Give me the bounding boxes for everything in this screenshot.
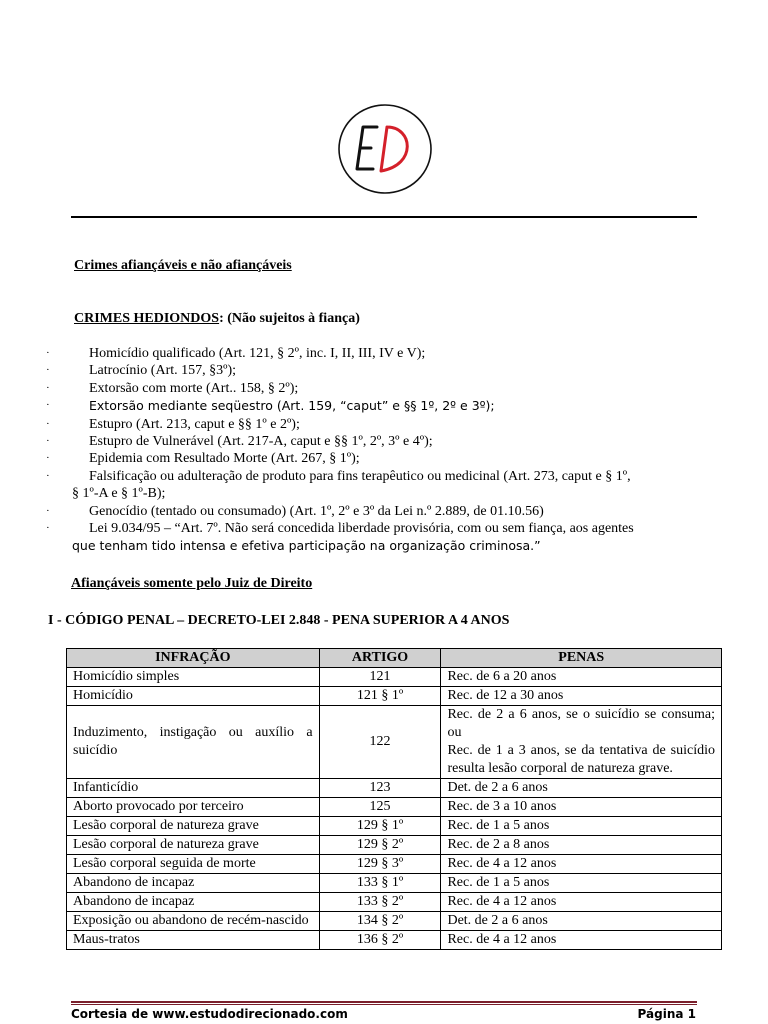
table-row xyxy=(67,706,722,779)
cell-infracao: Homicídio xyxy=(67,687,320,706)
list-item xyxy=(0,416,697,433)
cell-pena: Rec. de 6 a 20 anos xyxy=(441,668,722,687)
cell-artigo: 122 xyxy=(319,706,441,779)
list-item-continuation: que tenham tido intensa e efetiva participação na organização criminosa.” xyxy=(72,538,541,554)
footer-courtesy: Cortesia de www.estudodirecionado.com xyxy=(71,1007,348,1021)
list-item-text: Extorsão com morte (Art.. 158, § 2º); xyxy=(89,380,299,396)
table-row xyxy=(67,668,722,687)
footer-rule-thin xyxy=(71,1004,697,1005)
table-row xyxy=(67,893,722,912)
list-item xyxy=(0,397,697,415)
bullet: · xyxy=(46,469,50,482)
table-row xyxy=(67,855,722,874)
document-title: Crimes afiançáveis e não afiançáveis xyxy=(74,258,292,273)
cell-artigo: 129 § 3º xyxy=(319,855,441,874)
header-penas: PENAS xyxy=(441,649,722,668)
penalties-table xyxy=(66,648,722,950)
hediondos-label: CRIMES HEDIONDOS xyxy=(74,311,220,326)
bullet: · xyxy=(46,435,50,448)
list-item xyxy=(0,380,697,397)
list-item-text: Estupro (Art. 213, caput e §§ 1º e 2º); xyxy=(89,416,300,432)
table-row xyxy=(67,779,722,798)
cell-artigo: 125 xyxy=(319,798,441,817)
list-item-text: Genocídio (tentado ou consumado) (Art. 1º, 2º e 3º da Lei n.º 2.889, de 01.10.56) xyxy=(89,503,544,519)
cell-pena: Rec. de 4 a 12 anos xyxy=(441,931,722,950)
cell-pena: Rec. de 12 a 30 anos xyxy=(441,687,722,706)
cell-infracao: Abandono de incapaz xyxy=(67,893,320,912)
list-item xyxy=(0,503,697,520)
list-item xyxy=(0,468,697,503)
table-row xyxy=(67,687,722,706)
logo-letter-d xyxy=(381,127,407,171)
cell-infracao: Lesão corporal de natureza grave xyxy=(67,836,320,855)
footer-rule xyxy=(71,1001,697,1003)
cell-pena: Rec. de 4 a 12 anos xyxy=(441,893,722,912)
list-item xyxy=(0,362,697,379)
cell-pena: Det. de 2 a 6 anos xyxy=(441,912,722,931)
cell-pena: Rec. de 4 a 12 anos xyxy=(441,855,722,874)
list-item xyxy=(0,345,697,362)
table-row xyxy=(67,798,722,817)
cell-artigo: 133 § 1º xyxy=(319,874,441,893)
list-item-text: Lei 9.034/95 – “Art. 7º. Não será concedida liberdade provisória, com ou sem fiança, aos agentes xyxy=(89,521,634,537)
cell-infracao: Infanticídio xyxy=(67,779,320,798)
afiancaveis-heading: Afiançáveis somente pelo Juiz de Direito xyxy=(71,576,313,591)
cell-artigo: 123 xyxy=(319,779,441,798)
table-row xyxy=(67,931,722,950)
cell-infracao: Homicídio simples xyxy=(67,668,320,687)
header-artigo: ARTIGO xyxy=(319,649,441,668)
table-header-row xyxy=(67,649,722,668)
cell-artigo: 121 xyxy=(319,668,441,687)
footer-page-number: Página 1 xyxy=(637,1007,696,1021)
cell-artigo: 129 § 1º xyxy=(319,817,441,836)
cell-artigo: 121 § 1º xyxy=(319,687,441,706)
ed-logo xyxy=(337,103,433,195)
cell-pena: Rec. de 2 a 8 anos xyxy=(441,836,722,855)
list-item-text: Falsificação ou adulteração de produto para fins terapêutico ou medicinal (Art. 273, caput e § 1º, xyxy=(89,468,631,484)
list-item-text: Homicídio qualificado (Art. 121, § 2º, inc. I, II, III, IV e V); xyxy=(89,346,426,361)
cell-artigo: 129 § 2º xyxy=(319,836,441,855)
table-row xyxy=(67,912,722,931)
table-row xyxy=(67,836,722,855)
table-row xyxy=(67,817,722,836)
section-heading: I - CÓDIGO PENAL – DECRETO-LEI 2.848 - PENA SUPERIOR A 4 ANOS xyxy=(48,613,510,628)
bullet: · xyxy=(46,452,50,465)
cell-infracao: Exposição ou abandono de recém-nascido xyxy=(67,912,320,931)
bullet: · xyxy=(46,347,50,359)
list-item-text: Estupro de Vulnerável (Art. 217-A, caput e §§ 1º, 2º, 3º e 4º); xyxy=(89,434,433,450)
cell-pena-part2: Rec. de 1 a 3 anos, se da tentativa de suicídio resulta lesão corporal de natureza grave. xyxy=(447,743,715,776)
header-infracao: INFRAÇÃO xyxy=(67,649,320,668)
cell-pena: Rec. de 1 a 5 anos xyxy=(441,874,722,893)
cell-pena xyxy=(441,706,722,779)
bullet: · xyxy=(46,504,50,517)
list-item xyxy=(0,433,697,450)
bullet: · xyxy=(46,364,50,377)
cell-pena-part1: Rec. de 2 a 6 anos, se o suicídio se consuma; ou xyxy=(447,707,715,740)
cell-infracao: Lesão corporal de natureza grave xyxy=(67,817,320,836)
bullet: · xyxy=(46,417,50,430)
header-rule xyxy=(71,216,697,218)
cell-infracao: Maus-tratos xyxy=(67,931,320,950)
hediondos-suffix: : (Não sujeitos à fiança) xyxy=(219,311,360,326)
bullet: · xyxy=(46,522,50,535)
list-item-continuation: § 1º-A e § 1º-B); xyxy=(72,486,166,502)
hediondos-list xyxy=(0,345,768,555)
list-item xyxy=(0,450,697,467)
cell-pena: Rec. de 1 a 5 anos xyxy=(441,817,722,836)
cell-pena: Rec. de 3 a 10 anos xyxy=(441,798,722,817)
list-item-text: Epidemia com Resultado Morte (Art. 267, § 1º); xyxy=(89,451,360,467)
list-item xyxy=(0,520,697,555)
cell-infracao: Induzimento, instigação ou auxílio a suicídio xyxy=(67,706,320,779)
cell-pena: Det. de 2 a 6 anos xyxy=(441,779,722,798)
cell-artigo: 136 § 2º xyxy=(319,931,441,950)
cell-infracao: Lesão corporal seguida de morte xyxy=(67,855,320,874)
cell-infracao: Abandono de incapaz xyxy=(67,874,320,893)
table-row xyxy=(67,874,722,893)
list-item-text: Latrocínio (Art. 157, §3º); xyxy=(89,363,237,379)
cell-artigo: 134 § 2º xyxy=(319,912,441,931)
list-item-text: Extorsão mediante seqüestro (Art. 159, “caput” e §§ 1º, 2º e 3º); xyxy=(89,398,495,414)
logo-letter-e xyxy=(357,127,377,169)
bullet: · xyxy=(46,381,50,394)
bullet: · xyxy=(46,399,50,412)
cell-infracao: Aborto provocado por terceiro xyxy=(67,798,320,817)
cell-artigo: 133 § 2º xyxy=(319,893,441,912)
hediondos-heading xyxy=(74,311,360,327)
